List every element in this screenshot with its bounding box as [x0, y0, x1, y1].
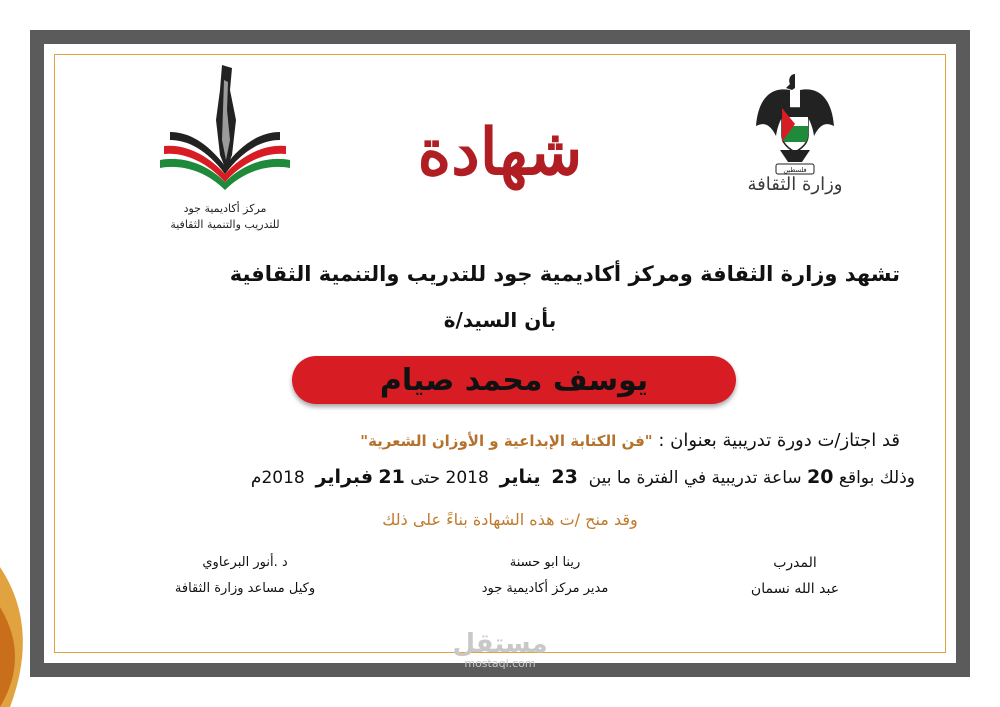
- watermark-latin: mostaql.com: [464, 657, 536, 670]
- hours-value: 20: [807, 466, 834, 488]
- period-start: وذلك بواقع: [838, 468, 915, 488]
- academy-name-line2: للتدريب والتنمية الثقافية: [170, 218, 280, 231]
- ministry-emblem: [735, 66, 855, 195]
- signature-person: مدير مركز أكاديمية جود: [481, 581, 609, 596]
- end-day: 21: [378, 466, 405, 488]
- signature-director: [430, 550, 660, 602]
- end-year: 2018م: [250, 468, 305, 488]
- signature-role: المدرب: [773, 555, 817, 571]
- watermark: [420, 630, 580, 670]
- academy-book-icon: [150, 60, 300, 200]
- course-prefix: قد اجتاز/ت دورة تدريبية بعنوان :: [658, 430, 900, 451]
- recipient-name-banner: [292, 356, 736, 404]
- corner-decoration: [0, 547, 60, 707]
- emblem-label: فلسطين: [783, 166, 807, 174]
- honorific: بأن السيد/ة: [443, 308, 557, 332]
- signature-person: وكيل مساعد وزارة الثقافة: [174, 581, 316, 596]
- ministry-name: وزارة الثقافة: [747, 174, 843, 195]
- signature-person: عبد الله نسمان: [750, 581, 840, 597]
- academy-logo: [140, 60, 310, 232]
- recipient-name: يوسف محمد صيام: [379, 362, 649, 398]
- course-line: [100, 430, 900, 451]
- until-word: حتى: [410, 468, 441, 488]
- signature-role: رينا ابو حسنة: [509, 555, 581, 570]
- academy-name-line1: مركز أكاديمية جود: [183, 202, 267, 215]
- start-day: 23: [551, 466, 578, 488]
- watermark-arabic: مستقل: [452, 629, 548, 659]
- start-year: 2018: [445, 468, 489, 488]
- start-month: يناير: [499, 466, 541, 488]
- end-month: فبراير: [315, 466, 374, 488]
- signature-role: د .أنور البرعاوي: [202, 555, 288, 570]
- signature-trainer: [720, 550, 870, 602]
- granted-line: وقد منح /ت هذه الشهادة بناءً على ذلك: [382, 510, 638, 529]
- course-title: "فن الكتابة الإبداعية و الأوزان الشعرية": [360, 432, 653, 450]
- eagle-emblem-icon: [750, 66, 840, 176]
- period-mid: ساعة تدريبية في الفترة ما بين: [588, 468, 802, 488]
- certificate-title: شهادة: [417, 115, 583, 190]
- period-line: [95, 466, 915, 488]
- certificate-headline: تشهد وزارة الثقافة ومركز أكاديمية جود للتدريب والتنمية الثقافية: [229, 262, 900, 286]
- signature-ministry-agent: [130, 550, 360, 602]
